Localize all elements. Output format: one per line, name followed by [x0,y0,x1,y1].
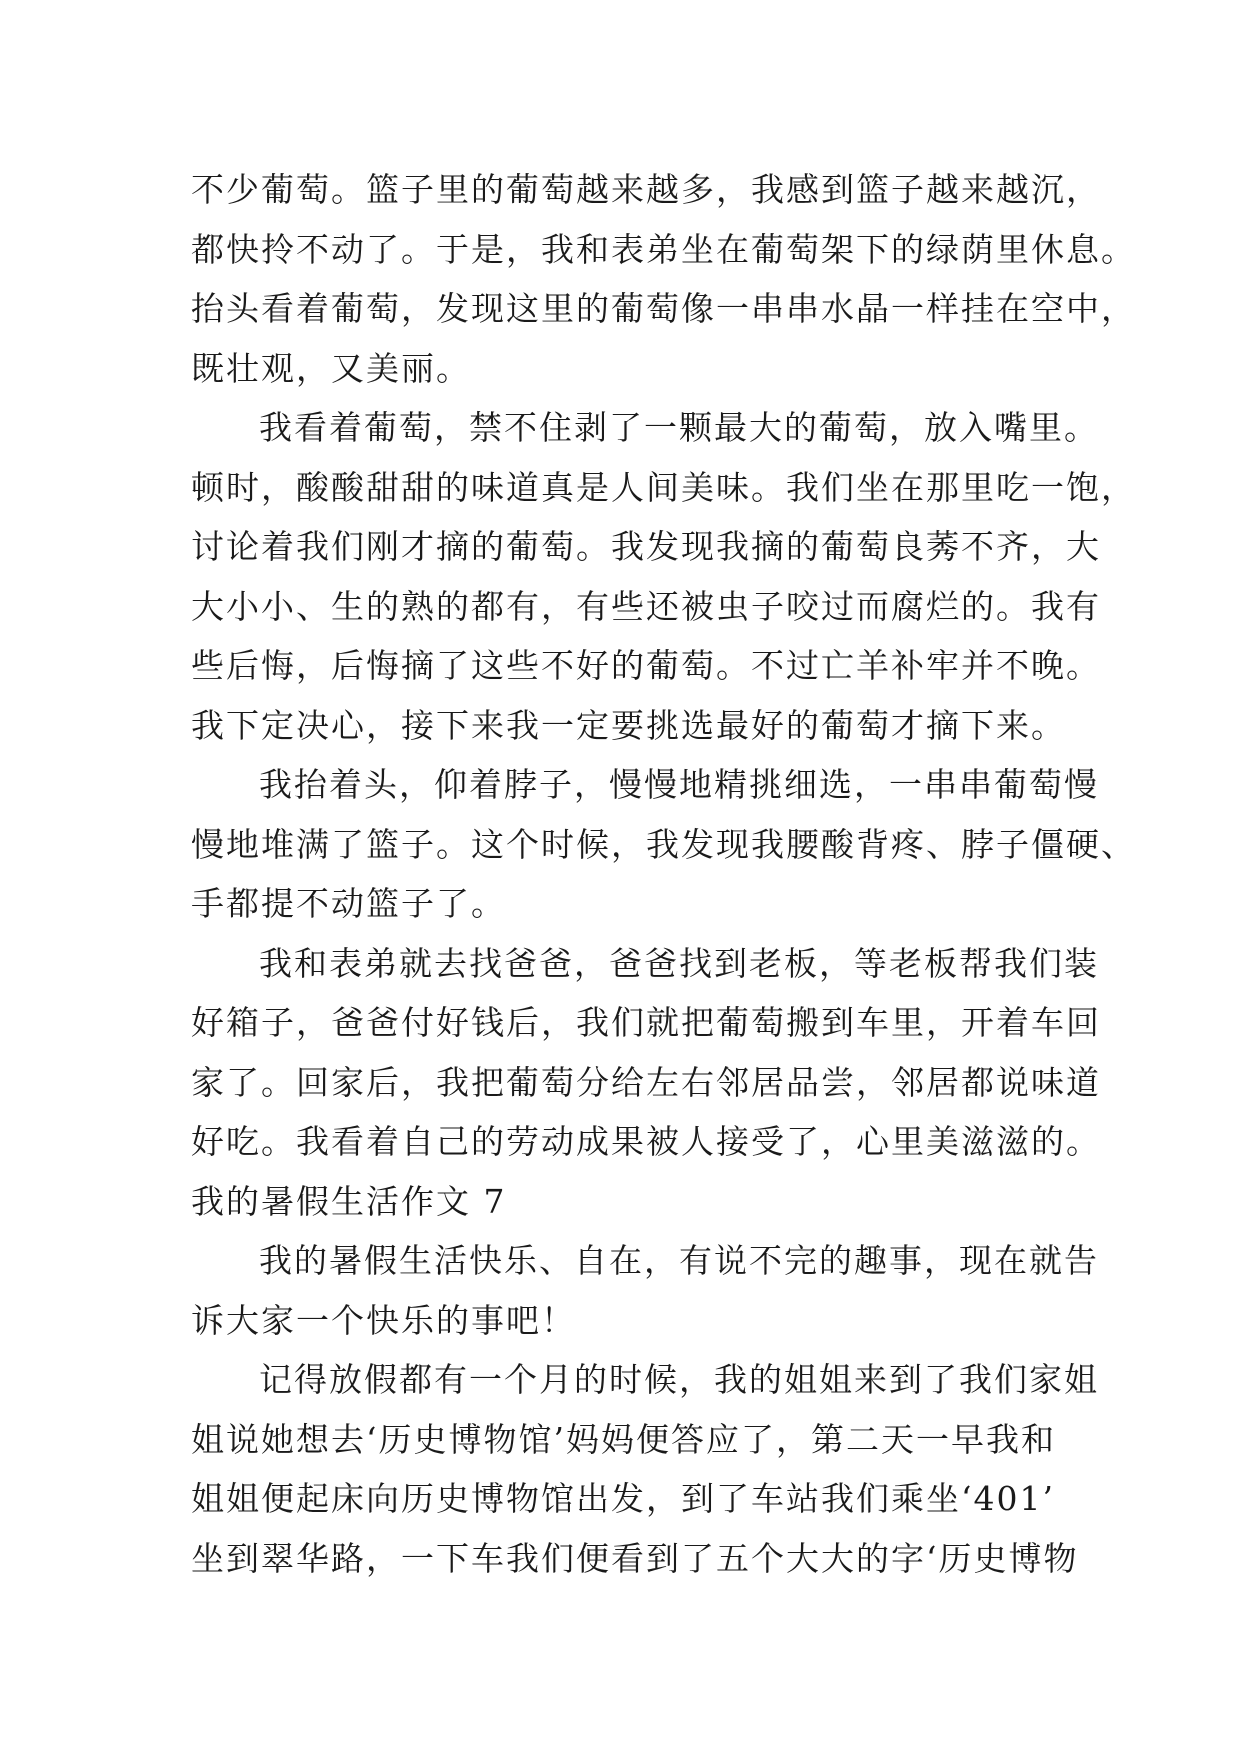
text-line: 慢地堆满了篮子。这个时候，我发现我腰酸背疼、脖子僵硬、 [191,824,1136,864]
text-line: 不少葡萄。篮子里的葡萄越来越多，我感到篮子越来越沉， [191,170,1101,209]
text-line: 既壮观，又美丽。 [191,348,471,388]
text-line: 好吃。我看着自己的劳动成果被人接受了，心里美滋滋的。 [191,1122,1101,1161]
text-line: 记得放假都有一个月的时候，我的姐姐来到了我们家姐 [259,1360,1099,1399]
text-line: 抬头看着葡萄，发现这里的葡萄像一串串水晶一样挂在空中， [191,289,1136,328]
text-line: 我和表弟就去找爸爸，爸爸找到老板，等老板帮我们装 [259,943,1099,983]
text-line: 我下定决心，接下来我一定要挑选最好的葡萄才摘下来。 [191,705,1066,745]
text-line: 姐姐便起床向历史博物馆出发，到了车站我们乘坐‘401’ [191,1479,1055,1518]
text-line: 坐到翠华路，一下车我们便看到了五个大大的字‘历史博物 [191,1538,1079,1578]
text-line: 讨论着我们刚才摘的葡萄。我发现我摘的葡萄良莠不齐，大 [191,527,1101,566]
text-line: 姐说她想去‘历史博物馆’妈妈便答应了，第二天一早我和 [191,1419,1056,1459]
text-line: 顿时，酸酸甜甜的味道真是人间美味。我们坐在那里吃一饱， [191,467,1136,507]
text-line: 家了。回家后，我把葡萄分给左右邻居品尝，邻居都说味道 [191,1062,1101,1102]
text-line: 都快拎不动了。于是，我和表弟坐在葡萄架下的绿荫里休息。 [191,229,1136,269]
text-line: 我的暑假生活快乐、自在，有说不完的趣事，现在就告 [259,1241,1099,1280]
text-line: 好箱子，爸爸付好钱后，我们就把葡萄搬到车里，开着车回 [191,1003,1101,1042]
text-line: 些后悔，后悔摘了这些不好的葡萄。不过亡羊补牢并不晚。 [191,646,1101,685]
text-line: 诉大家一个快乐的事吧！ [191,1300,576,1340]
section-heading: 我的暑假生活作文 7 [191,1181,507,1221]
text-line: 手都提不动篮子了。 [191,884,506,923]
text-line: 大小小、生的熟的都有，有些还被虫子咬过而腐烂的。我有 [191,586,1101,626]
article-body [191,160,1136,1588]
text-line: 我抬着头，仰着脖子，慢慢地精挑细选，一串串葡萄慢 [259,765,1099,804]
text-line: 我看着葡萄，禁不住剥了一颗最大的葡萄，放入嘴里。 [259,408,1099,447]
